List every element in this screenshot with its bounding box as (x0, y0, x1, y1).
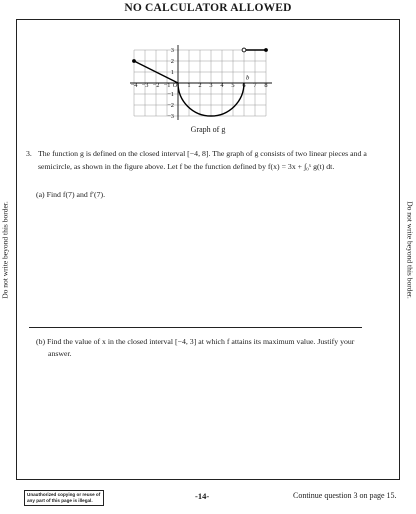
x-tick-label: 2 (198, 81, 202, 89)
x-tick-label: 5 (231, 81, 235, 89)
graph-caption: Graph of g (190, 125, 226, 134)
question-number: 3. (26, 149, 32, 158)
open-endpoint (242, 48, 246, 52)
part-b-line-2: answer. (48, 349, 72, 358)
y-tick-label: −2 (167, 102, 174, 110)
part-b-prompt (36, 336, 366, 360)
part-b-line-1: (b) Find the value of x in the closed interval [−4, 3] at which f attains its maximum value. Justify your (36, 337, 355, 346)
part-divider (29, 327, 362, 328)
y-tick-label: 1 (170, 69, 174, 77)
x-tick-label: 4 (220, 81, 224, 89)
point-label-b: b (246, 74, 250, 82)
x-tick-label: −3 (141, 81, 149, 89)
y-tick-label: −1 (167, 91, 174, 99)
copyright-line-1: Unauthorized copying or reuse of (27, 492, 101, 497)
continue-note: Continue question 3 on page 15. (293, 491, 397, 500)
left-border-note: Do not write beyond this border. (0, 201, 10, 299)
y-tick-label: 2 (170, 58, 174, 66)
closed-endpoint (132, 59, 136, 63)
graph-labels (131, 47, 268, 120)
x-tick-label: −1 (163, 81, 171, 89)
x-tick-label: −2 (152, 81, 160, 89)
x-tick-label: 3 (209, 81, 213, 89)
x-tick-label: O (172, 81, 178, 89)
question-line-2: semicircle, as shown in the figure above. Let f be the function defined by f(x) = 3x + ∫₀ˣ g(t) dt. (38, 162, 335, 171)
closed-endpoint (264, 48, 268, 52)
copyright-line-2: any part of this page is illegal. (27, 497, 93, 503)
x-tick-label: −4 (130, 81, 138, 89)
y-tick-label: 3 (170, 47, 174, 55)
page-header: NO CALCULATOR ALLOWED (124, 2, 292, 14)
x-tick-label: 1 (187, 81, 191, 89)
right-border-note: Do not write beyond this border. (405, 201, 415, 299)
x-tick-label: 7 (253, 81, 257, 89)
x-tick-label: 6 (242, 81, 246, 89)
part-a-prompt: (a) Find f(7) and f′(7). (36, 190, 106, 199)
x-tick-label: 8 (264, 81, 268, 89)
graph-of-g (120, 30, 296, 122)
question-line-1: The function g is defined on the closed interval [−4, 8]. The graph of g consists of two linear pieces and a (38, 149, 367, 158)
copyright-notice (24, 490, 104, 506)
question-text (26, 147, 371, 173)
y-tick-label: −3 (167, 113, 174, 121)
page-number: -14- (195, 491, 210, 501)
